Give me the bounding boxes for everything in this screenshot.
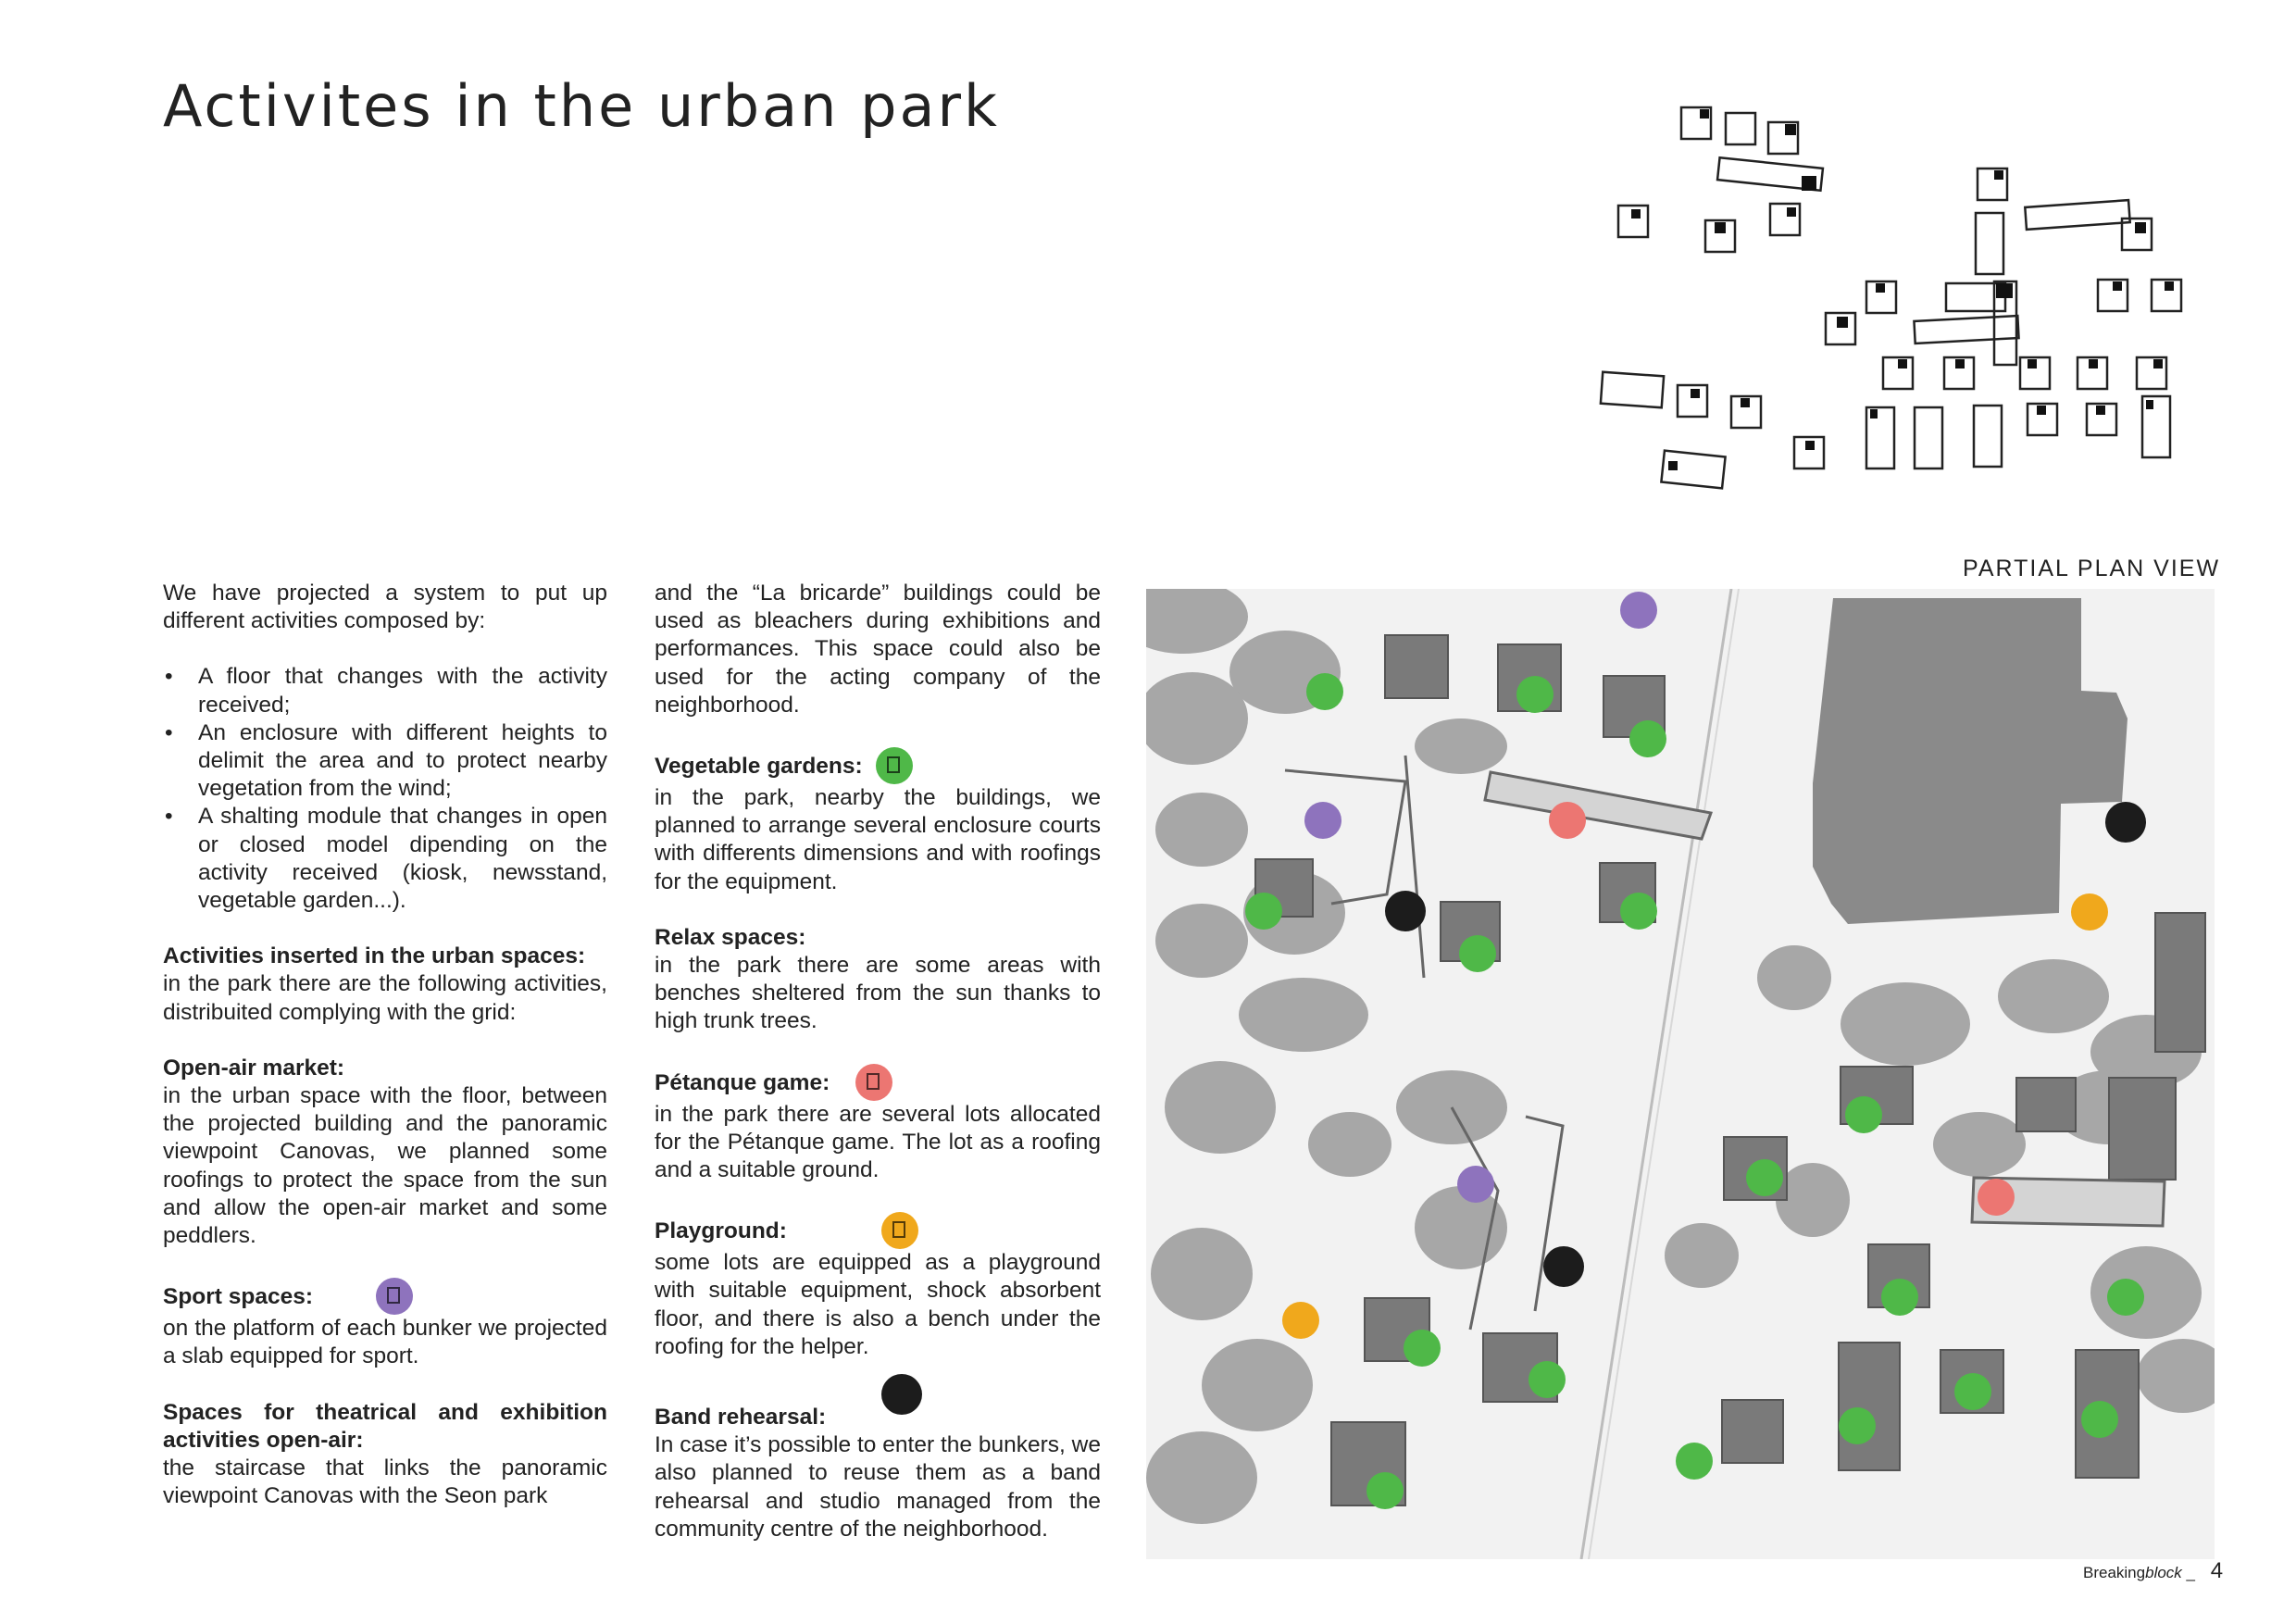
theatre-section — [163, 1399, 607, 1511]
market-text: in the urban space with the floor, between the projected building and the panoramic viewpoint Canovas, we planned some roofings to protect the space from the sun and allow the open-air market and some peddlers. — [163, 1083, 607, 1249]
sport-icon — [376, 1278, 413, 1315]
text-column-1 — [163, 580, 607, 1538]
activities-heading: Activities inserted in the urban spaces: — [163, 943, 586, 969]
list-item: • An enclosure with different heights to delimit the area and to protect nearby vegetation from the wind; — [163, 719, 607, 804]
theatre-heading: Spaces for theatrical and exhibition activities open-air: — [163, 1399, 607, 1453]
band-text: In case it’s possible to enter the bunkers, we also planned to reuse them as a band rehearsal and studio managed from the community centre of the neighborhood. — [655, 1432, 1101, 1542]
vegetable-heading: Vegetable gardens: — [655, 754, 863, 780]
sport-text: on the platform of each bunker we projected a slab equipped for sport. — [163, 1316, 607, 1369]
playground-section — [655, 1212, 1101, 1361]
band-rehearsal-icon — [881, 1374, 922, 1415]
petanque-section — [655, 1064, 1101, 1185]
list-item: • A floor that changes with the activity received; — [163, 663, 607, 718]
vegetable-garden-icon — [876, 747, 913, 784]
petanque-text: in the park there are several lots allocated for the Pétanque game. The lot as a roofing and a suitable ground. — [655, 1101, 1101, 1183]
vegetable-section — [655, 747, 1101, 896]
band-section — [655, 1389, 1101, 1543]
petanque-heading: Pétanque game: — [655, 1069, 830, 1095]
playground-icon — [881, 1212, 918, 1249]
sport-heading: Sport spaces: — [163, 1284, 314, 1310]
list-item: • A shalting module that changes in open or closed model dipending on the activity received (kiosk, newsstand, vegetable garden...). — [163, 803, 607, 915]
system-components-list — [163, 663, 607, 915]
vegetable-text: in the park, nearby the buildings, we planned to arrange several enclosure courts with differents dimensions and with roofings for the equipment. — [655, 785, 1101, 894]
activities-section — [163, 943, 607, 1027]
brand-regular: Breaking — [2083, 1564, 2146, 1581]
footer-separator: _ — [2186, 1564, 2195, 1581]
page-title: Activites in the urban park — [163, 72, 1000, 140]
market-section — [163, 1055, 607, 1250]
key-map — [1407, 74, 2277, 509]
relax-heading: Relax spaces: — [655, 924, 806, 950]
playground-text: some lots are equipped as a playground with suitable equipment, shock absorbent floor, and there is also a bench under the roofing for the helper. — [655, 1250, 1101, 1359]
intro-text: We have projected a system to put up different activities composed by: — [163, 581, 607, 634]
band-heading: Band rehearsal: — [655, 1405, 827, 1430]
theatre-continued: and the “La bricarde” buildings could be used as bleachers during exhibitions and performances. This space could also be used for the acting company of the neighborhood. — [655, 581, 1101, 718]
partial-plan-view — [1146, 589, 2215, 1559]
sport-section — [163, 1278, 607, 1370]
relax-section — [655, 924, 1101, 1036]
market-heading: Open-air market: — [163, 1055, 345, 1081]
activities-text: in the park there are the following activities, distribuited complying with the grid: — [163, 971, 607, 1025]
brand-italic: block — [2145, 1564, 2182, 1581]
relax-text: in the park there are some areas with benches sheltered from the sun thanks to high trunk trees. — [655, 953, 1101, 1034]
page-number: 4 — [2210, 1558, 2224, 1583]
petanque-icon — [855, 1064, 892, 1101]
plan-label: PARTIAL PLAN VIEW — [1963, 556, 2221, 581]
text-column-2 — [655, 580, 1101, 1571]
page-footer — [2083, 1558, 2223, 1584]
playground-heading: Playground: — [655, 1218, 787, 1244]
theatre-text: the staircase that links the panoramic viewpoint Canovas with the Seon park — [163, 1455, 607, 1509]
